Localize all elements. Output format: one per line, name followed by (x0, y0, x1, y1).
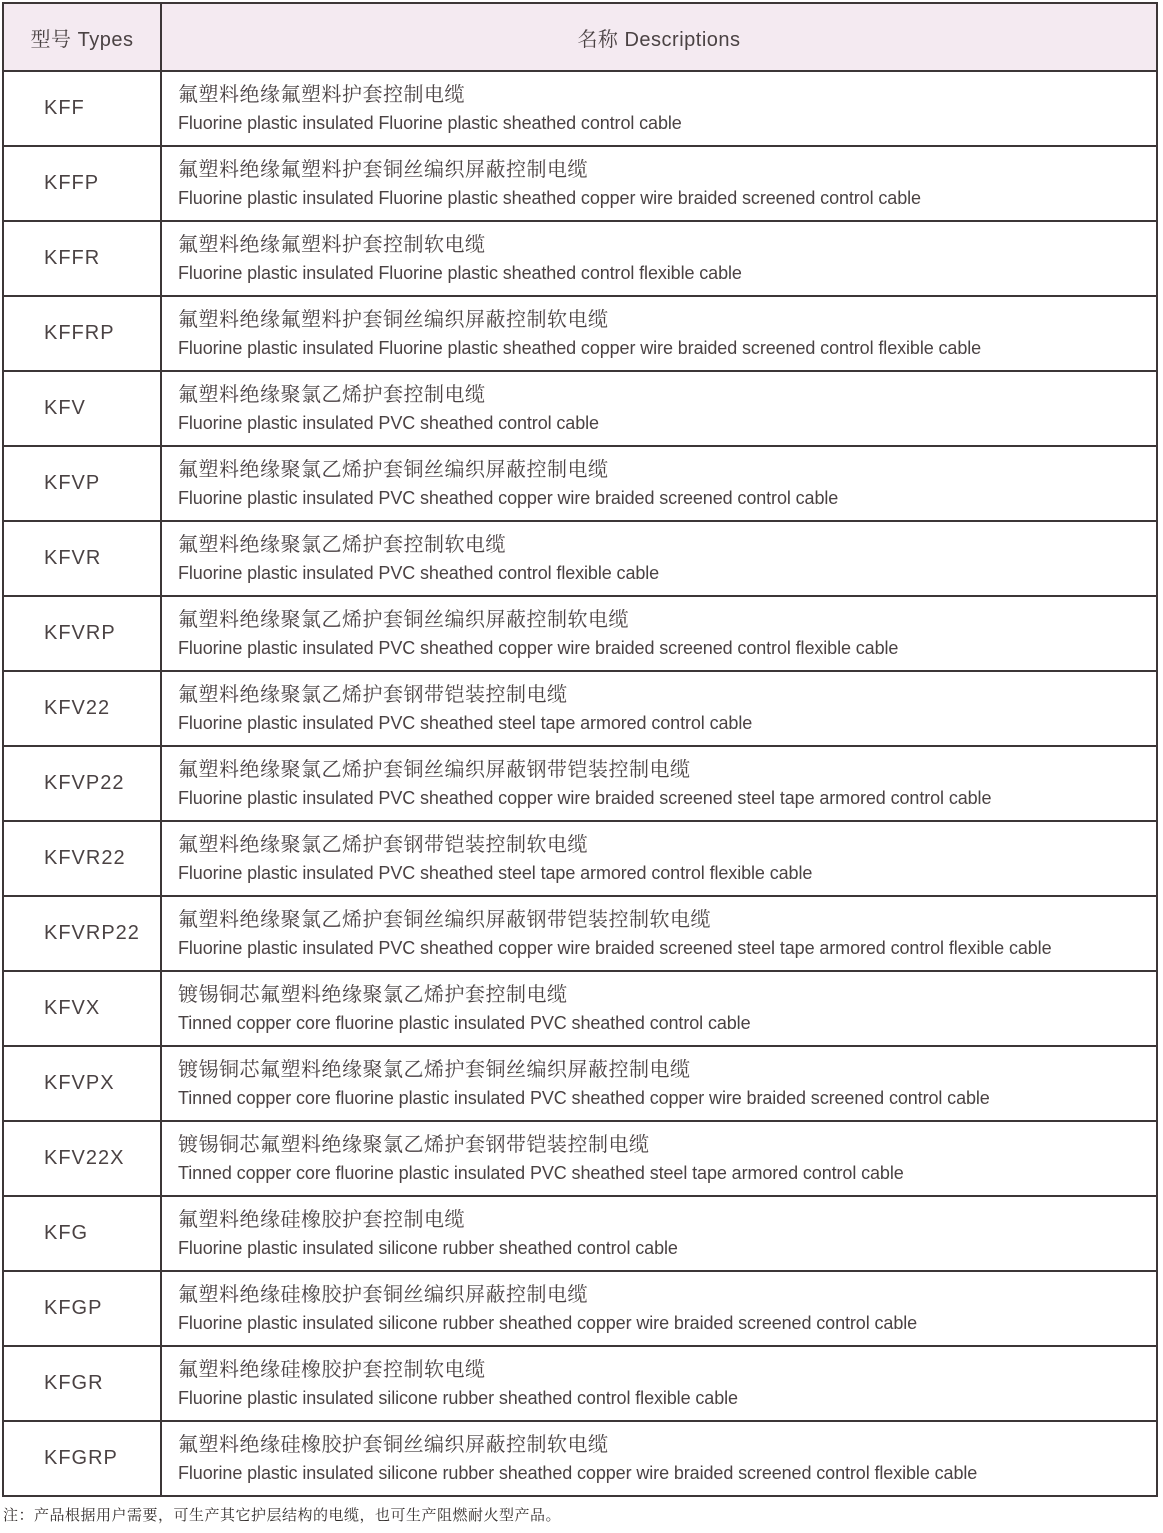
table-row (4, 895, 1156, 970)
description-english: Fluorine plastic insulated silicone rubber sheathed copper wire braided screened control flexible cable (178, 1463, 978, 1483)
type-label: KFG (44, 1222, 89, 1244)
type-cell (4, 1422, 162, 1495)
description-chinese: 氟塑料绝缘聚氯乙烯护套钢带铠装控制电缆 (178, 684, 568, 706)
type-label: KFFRP (44, 322, 115, 344)
table-row (4, 595, 1156, 670)
description-chinese: 氟塑料绝缘硅橡胶护套铜丝编织屏蔽控制电缆 (178, 1284, 588, 1306)
type-label: KFVX (44, 997, 101, 1019)
description-chinese: 氟塑料绝缘氟塑料护套铜丝编织屏蔽控制软电缆 (178, 309, 609, 331)
type-cell (4, 372, 162, 445)
type-cell (4, 822, 162, 895)
type-label: KFVRP (44, 622, 116, 644)
description-chinese: 氟塑料绝缘硅橡胶护套铜丝编织屏蔽控制软电缆 (178, 1434, 609, 1456)
type-cell (4, 1272, 162, 1345)
description-cell (162, 297, 1156, 370)
description-cell (162, 1122, 1156, 1195)
type-label: KFFR (44, 247, 101, 269)
description-chinese: 氟塑料绝缘硅橡胶护套控制电缆 (178, 1209, 465, 1231)
description-cell (162, 522, 1156, 595)
type-cell (4, 147, 162, 220)
description-english: Fluorine plastic insulated PVC sheathed copper wire braided screened control cable (178, 488, 839, 508)
table-row (4, 220, 1156, 295)
type-cell (4, 297, 162, 370)
description-english: Fluorine plastic insulated Fluorine plastic sheathed control cable (178, 113, 682, 133)
type-label: KFVR22 (44, 847, 126, 869)
description-english: Tinned copper core fluorine plastic insulated PVC sheathed control cable (178, 1013, 751, 1033)
table-row (4, 1195, 1156, 1270)
type-label: KFV (44, 397, 86, 419)
type-label: KFV22X (44, 1147, 125, 1169)
type-label: KFVR (44, 547, 102, 569)
type-label: KFVP (44, 472, 101, 494)
description-english: Fluorine plastic insulated PVC sheathed copper wire braided screened steel tape armored control flexible cable (178, 938, 1052, 958)
table-row (4, 70, 1156, 145)
type-label: KFGRP (44, 1447, 118, 1469)
description-english: Tinned copper core fluorine plastic insulated PVC sheathed steel tape armored control cable (178, 1163, 904, 1183)
type-cell (4, 1197, 162, 1270)
description-cell (162, 597, 1156, 670)
types-header-label: 型号 Types (30, 28, 134, 51)
description-cell (162, 447, 1156, 520)
description-cell (162, 1272, 1156, 1345)
type-cell (4, 72, 162, 145)
header-cell-descriptions (162, 4, 1156, 70)
type-label: KFVP22 (44, 772, 125, 794)
description-chinese: 氟塑料绝缘聚氯乙烯护套铜丝编织屏蔽钢带铠装控制软电缆 (178, 909, 711, 931)
description-chinese: 氟塑料绝缘聚氯乙烯护套铜丝编织屏蔽钢带铠装控制电缆 (178, 759, 691, 781)
type-label: KFV22 (44, 697, 111, 719)
description-chinese: 镀锡铜芯氟塑料绝缘聚氯乙烯护套控制电缆 (178, 984, 568, 1006)
description-english: Fluorine plastic insulated PVC sheathed control flexible cable (178, 563, 660, 583)
description-chinese: 氟塑料绝缘聚氯乙烯护套控制软电缆 (178, 534, 506, 556)
description-cell (162, 1347, 1156, 1420)
description-chinese: 氟塑料绝缘聚氯乙烯护套控制电缆 (178, 384, 486, 406)
description-english: Fluorine plastic insulated silicone rubber sheathed copper wire braided screened control cable (178, 1313, 918, 1333)
table-row (4, 145, 1156, 220)
description-cell (162, 372, 1156, 445)
description-chinese: 氟塑料绝缘氟塑料护套控制软电缆 (178, 234, 486, 256)
table-row (4, 970, 1156, 1045)
table-row (4, 745, 1156, 820)
type-label: KFVRP22 (44, 922, 140, 944)
type-cell (4, 1122, 162, 1195)
type-cell (4, 522, 162, 595)
description-chinese: 氟塑料绝缘聚氯乙烯护套钢带铠装控制软电缆 (178, 834, 588, 856)
header-cell-types (4, 4, 162, 70)
description-chinese: 氟塑料绝缘氟塑料护套控制电缆 (178, 84, 465, 106)
table-body (4, 70, 1156, 1495)
type-cell (4, 222, 162, 295)
type-cell (4, 972, 162, 1045)
description-cell (162, 747, 1156, 820)
table-row (4, 445, 1156, 520)
description-cell (162, 1197, 1156, 1270)
description-chinese: 氟塑料绝缘聚氯乙烯护套铜丝编织屏蔽控制软电缆 (178, 609, 629, 631)
description-english: Tinned copper core fluorine plastic insulated PVC sheathed copper wire braided screened control cable (178, 1088, 990, 1108)
description-english: Fluorine plastic insulated Fluorine plastic sheathed control flexible cable (178, 263, 742, 283)
table-row (4, 1270, 1156, 1345)
description-english: Fluorine plastic insulated PVC sheathed copper wire braided screened steel tape armored control cable (178, 788, 992, 808)
type-label: KFVPX (44, 1072, 115, 1094)
description-cell (162, 1047, 1156, 1120)
table-row (4, 1120, 1156, 1195)
description-cell (162, 972, 1156, 1045)
description-cell (162, 822, 1156, 895)
description-chinese: 氟塑料绝缘硅橡胶护套控制软电缆 (178, 1359, 486, 1381)
type-cell (4, 447, 162, 520)
description-cell (162, 72, 1156, 145)
description-cell (162, 147, 1156, 220)
type-cell (4, 1047, 162, 1120)
type-label: KFGR (44, 1372, 104, 1394)
description-cell (162, 672, 1156, 745)
description-chinese: 镀锡铜芯氟塑料绝缘聚氯乙烯护套钢带铠装控制电缆 (178, 1134, 650, 1156)
description-english: Fluorine plastic insulated PVC sheathed steel tape armored control flexible cable (178, 863, 813, 883)
table-row (4, 295, 1156, 370)
description-english: Fluorine plastic insulated silicone rubber sheathed control flexible cable (178, 1388, 738, 1408)
table-row (4, 1420, 1156, 1495)
description-chinese: 氟塑料绝缘氟塑料护套铜丝编织屏蔽控制电缆 (178, 159, 588, 181)
type-cell (4, 897, 162, 970)
table-row (4, 670, 1156, 745)
description-cell (162, 1422, 1156, 1495)
table-row (4, 520, 1156, 595)
description-chinese: 氟塑料绝缘聚氯乙烯护套铜丝编织屏蔽控制电缆 (178, 459, 609, 481)
table-row (4, 1045, 1156, 1120)
description-english: Fluorine plastic insulated PVC sheathed control cable (178, 413, 599, 433)
type-label: KFGP (44, 1297, 103, 1319)
type-cell (4, 1347, 162, 1420)
table-row (4, 370, 1156, 445)
cable-types-table (2, 2, 1158, 1497)
description-english: Fluorine plastic insulated PVC sheathed copper wire braided screened control flexible cable (178, 638, 899, 658)
descriptions-header-label: 名称 Descriptions (577, 28, 741, 51)
description-english: Fluorine plastic insulated PVC sheathed steel tape armored control cable (178, 713, 753, 733)
footnote: 注：产品根据用户需要，可生产其它护层结构的电缆，也可生产阻燃耐火型产品。 (3, 1507, 562, 1524)
table-row (4, 820, 1156, 895)
description-cell (162, 222, 1156, 295)
description-cell (162, 897, 1156, 970)
description-chinese: 镀锡铜芯氟塑料绝缘聚氯乙烯护套铜丝编织屏蔽控制电缆 (178, 1059, 691, 1081)
table-row (4, 1345, 1156, 1420)
type-label: KFFP (44, 172, 100, 194)
description-english: Fluorine plastic insulated silicone rubber sheathed control cable (178, 1238, 678, 1258)
type-label: KFF (44, 97, 85, 119)
description-english: Fluorine plastic insulated Fluorine plastic sheathed copper wire braided screened control flexible cable (178, 338, 982, 358)
type-cell (4, 747, 162, 820)
type-cell (4, 672, 162, 745)
description-english: Fluorine plastic insulated Fluorine plastic sheathed copper wire braided screened control cable (178, 188, 921, 208)
type-cell (4, 597, 162, 670)
table-header-row (4, 4, 1156, 70)
